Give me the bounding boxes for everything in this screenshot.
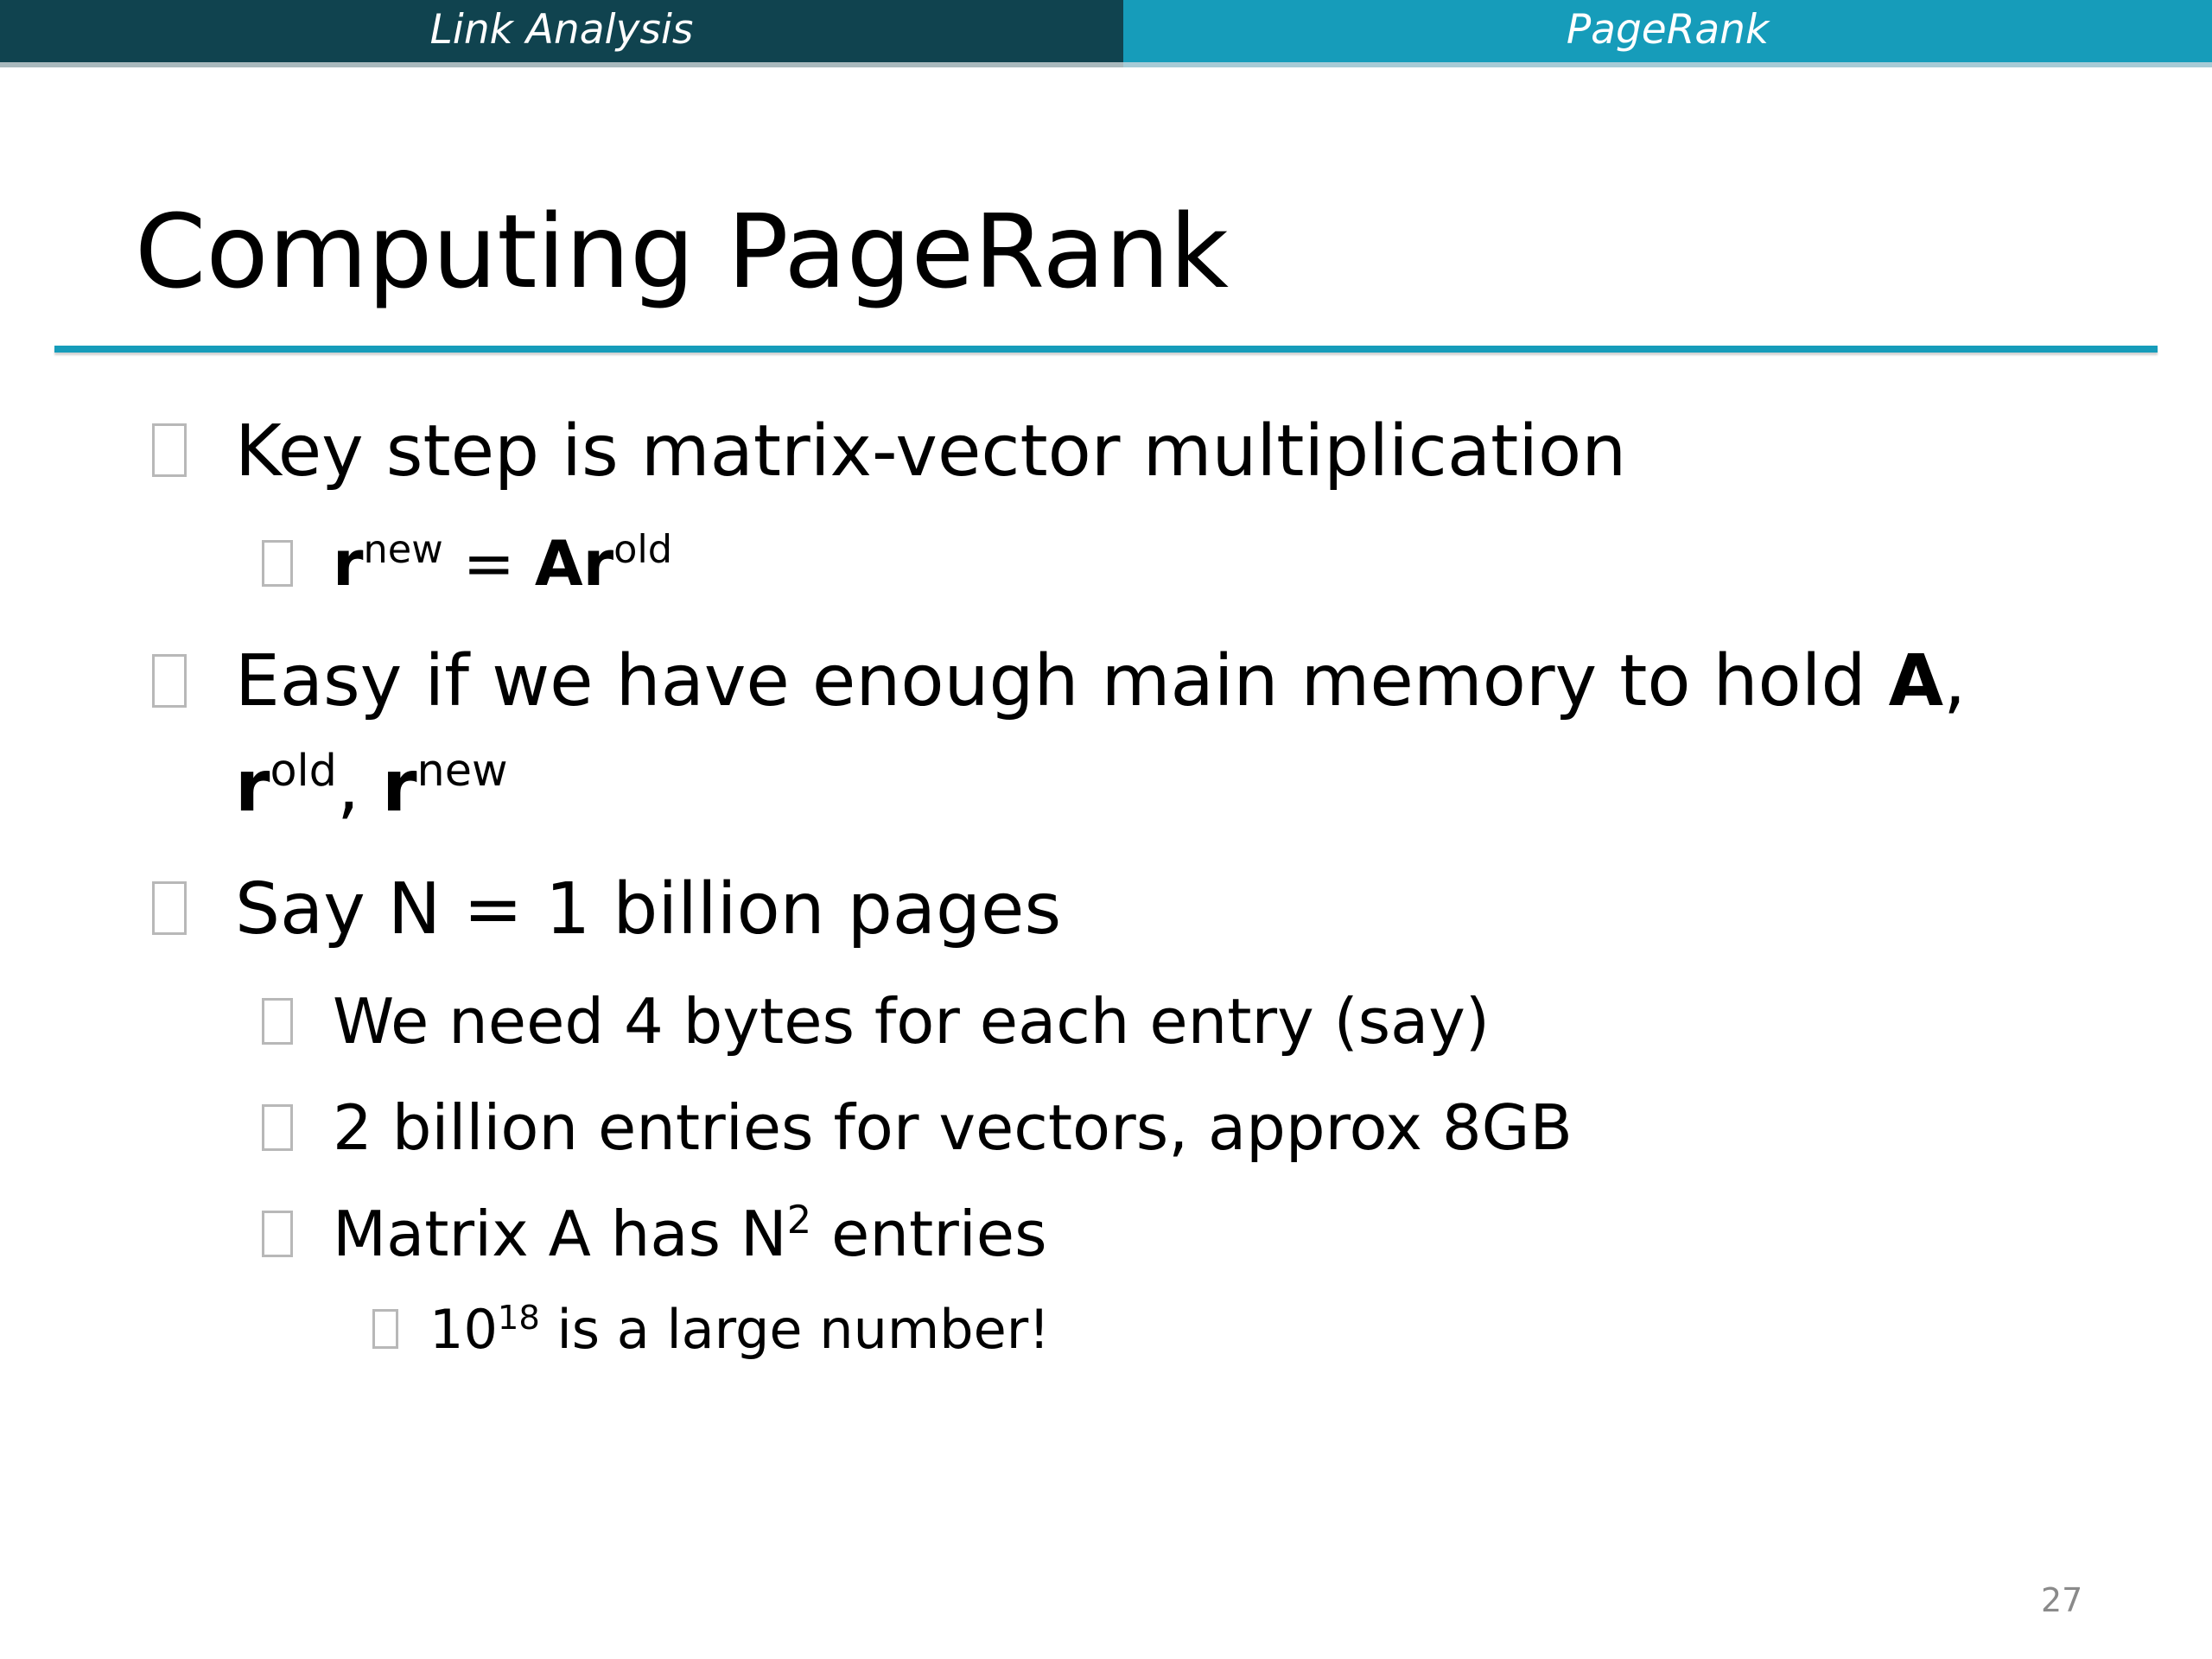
bullet-text: Say N = 1 billion pages <box>235 868 1062 950</box>
matrix-a-vector-r: Ar <box>534 527 614 600</box>
vector-r-old: r <box>235 746 270 828</box>
bullet-formula <box>333 527 673 600</box>
superscript-18: 18 <box>497 1298 540 1338</box>
bullet-box-icon <box>262 1211 293 1257</box>
bullet-easy-memory-continued <box>235 744 508 828</box>
vector-r: r <box>333 527 364 600</box>
vector-r-new: r <box>382 746 417 828</box>
bullet-box-icon <box>262 998 293 1045</box>
bullet-large-number <box>429 1298 1051 1361</box>
bullet-matrix-entries <box>333 1198 1047 1270</box>
bullet-text: Matrix A has N <box>333 1198 787 1270</box>
bullet-box-icon <box>262 540 293 587</box>
bullet-box-icon <box>152 654 187 708</box>
section-label-right: PageRank <box>1566 5 1770 54</box>
bullet-text: We need 4 bytes for each entry (say) <box>333 985 1490 1058</box>
bullet-easy-memory <box>235 640 1967 722</box>
section-label-left: Link Analysis <box>429 5 694 54</box>
bullet-box-icon <box>262 1104 293 1151</box>
section-tab-pagerank <box>1123 0 2212 67</box>
bullet-box-icon <box>152 881 187 935</box>
superscript-new: new <box>363 527 443 573</box>
page-number: 27 <box>2041 1581 2083 1619</box>
section-header-bar <box>0 0 2212 67</box>
bullet-box-icon <box>152 423 187 477</box>
superscript-old: old <box>270 744 337 796</box>
superscript-old: old <box>613 527 673 573</box>
superscript-new: new <box>416 744 508 796</box>
bullet-text: 2 billion entries for vectors, approx 8GB <box>333 1091 1573 1164</box>
separator: , <box>336 746 383 828</box>
bullet-text-end: entries <box>811 1198 1047 1270</box>
matrix-a: A <box>1888 640 1944 722</box>
superscript-2: 2 <box>786 1198 812 1243</box>
bullet-box-icon <box>372 1309 398 1349</box>
bullet-key-step <box>235 410 1627 493</box>
bullet-4-bytes <box>333 985 1490 1058</box>
base-10: 10 <box>429 1298 498 1361</box>
bullet-text: Key step is matrix-vector multiplication <box>235 410 1627 493</box>
equals-sign: = <box>442 527 535 600</box>
bullet-text: Easy if we have enough main memory to hold <box>235 640 1889 722</box>
title-underline <box>54 346 2158 353</box>
bullet-2-billion <box>333 1091 1573 1164</box>
comma: , <box>1943 640 1967 722</box>
slide-title: Computing PageRank <box>135 192 1229 311</box>
bullet-text: is a large number! <box>539 1298 1051 1361</box>
bullet-say-n <box>235 868 1062 950</box>
section-tab-link-analysis <box>0 0 1123 67</box>
